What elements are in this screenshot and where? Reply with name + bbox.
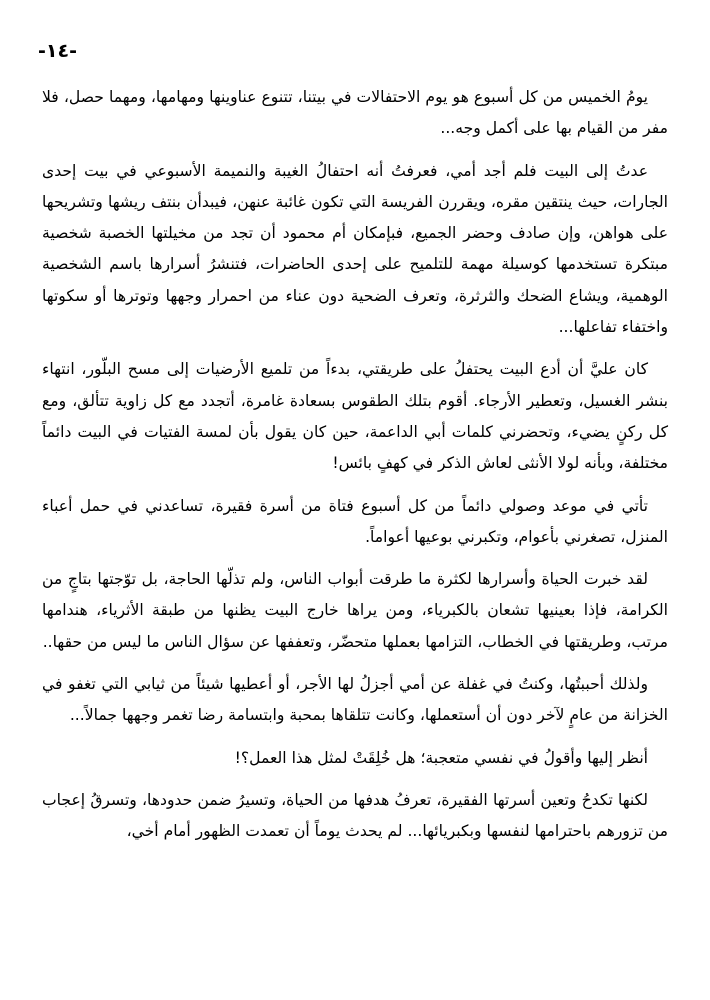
page-number: -١٤- xyxy=(38,40,77,62)
paragraph: تأتي في موعد وصولي دائماً من كل أسبوع فتاة من أسرة فقيرة، تساعدني في حمل أعباء المنزل، تصغرني بأعوام، وتكبرني بوعيها أعواماً. xyxy=(42,496,668,546)
paragraph: كان عليَّ أن أدع البيت يحتفلُ على طريقتي، بدءاً من تلميع الأرضيات إلى مسح البلّور، انتهاء بنشر الغسيل، وتعطير الأرجاء. أقوم بتلك الطقوس بسعادة غامرة، أتجدد مع كل زاوية تتألق، ومع كل ركنٍ يضيء، وتحضرني كلمات أبي الداعمة، حين كان يقول بأن لمسة الفتيات في البيت دائماً مختلفة، وبأنه لولا الأنثى لعاش الذكر في كهفٍ بائس! xyxy=(42,360,668,473)
body-text xyxy=(42,82,668,859)
paragraph: ولذلك أحببتُها، وكنتُ في غفلة عن أمي أجزلُ لها الأجر، أو أعطيها شيئاً من ثيابي التي تغفو في الخزانة من عامٍ لآخر دون أن أستعملها، وكانت تتلقاها بمحبة وابتسامة رضا تغمر وجهها جمالاً... xyxy=(42,675,668,725)
paragraph: أنظر إليها وأقولُ في نفسي متعجبة؛ هل خُلِقَتْ لمثل هذا العمل؟! xyxy=(234,748,648,767)
paragraph: لقد خبرت الحياة وأسرارها لكثرة ما طرقت أبواب الناس، ولم تذلّها الحاجة، بل توّجتها بتاجٍ من الكرامة، فإذا بعينيها تشعان بالكبرياء، ومن يراها خارج البيت يظنها من طبقة الأثرياء، هندامها مرتب، وطريقتها في الخطاب، التزامها بعملها متحضّر، وتعففها عن سؤال الناس ما ليس من حقها.. xyxy=(42,570,668,651)
paragraph: عدتُ إلى البيت فلم أجد أمي، فعرفتُ أنه احتفالُ الغيبة والنميمة الأسبوعي في بيت إحدى الجارات، حيث ينتقين مقره، ويقررن الفريسة التي تكون غائبة عنهن، فيبدأن بنتف ريشها وتشريحها على هواهن، وإن صادف وحضر الجميع، فبإمكان أم محمود أن تجد من مخيلتها الخصبة شخصية مبتكرة تستخدمها كوسيلة مهمة للتلميح على إحدى الحاضرات، فتنشرُ أسرارها باسم الشخصية الوهمية، ويشاع الضحك والثرثرة، وتعرف الضحية دون عناء من احمرار وجهها وتوترها أو سكوتها واختفاء تفاعلها... xyxy=(42,161,668,337)
paragraph: لكنها تكدحُ وتعين أسرتها الفقيرة، تعرفُ هدفها من الحياة، وتسيرُ ضمن حدودها، وتسرقُ إعجاب من تزورهم باحترامها لنفسها وبكبريائها... لم يحدث يوماً أن تعمدت الظهور أمام أخي، xyxy=(42,790,668,841)
paragraph: يومُ الخميس من كل أسبوع هو يوم الاحتفالات في بيتنا، تتنوع عناوينها ومهامها، ومهما حصل، فلا مفر من القيام بها على أكمل وجه... xyxy=(42,88,668,138)
